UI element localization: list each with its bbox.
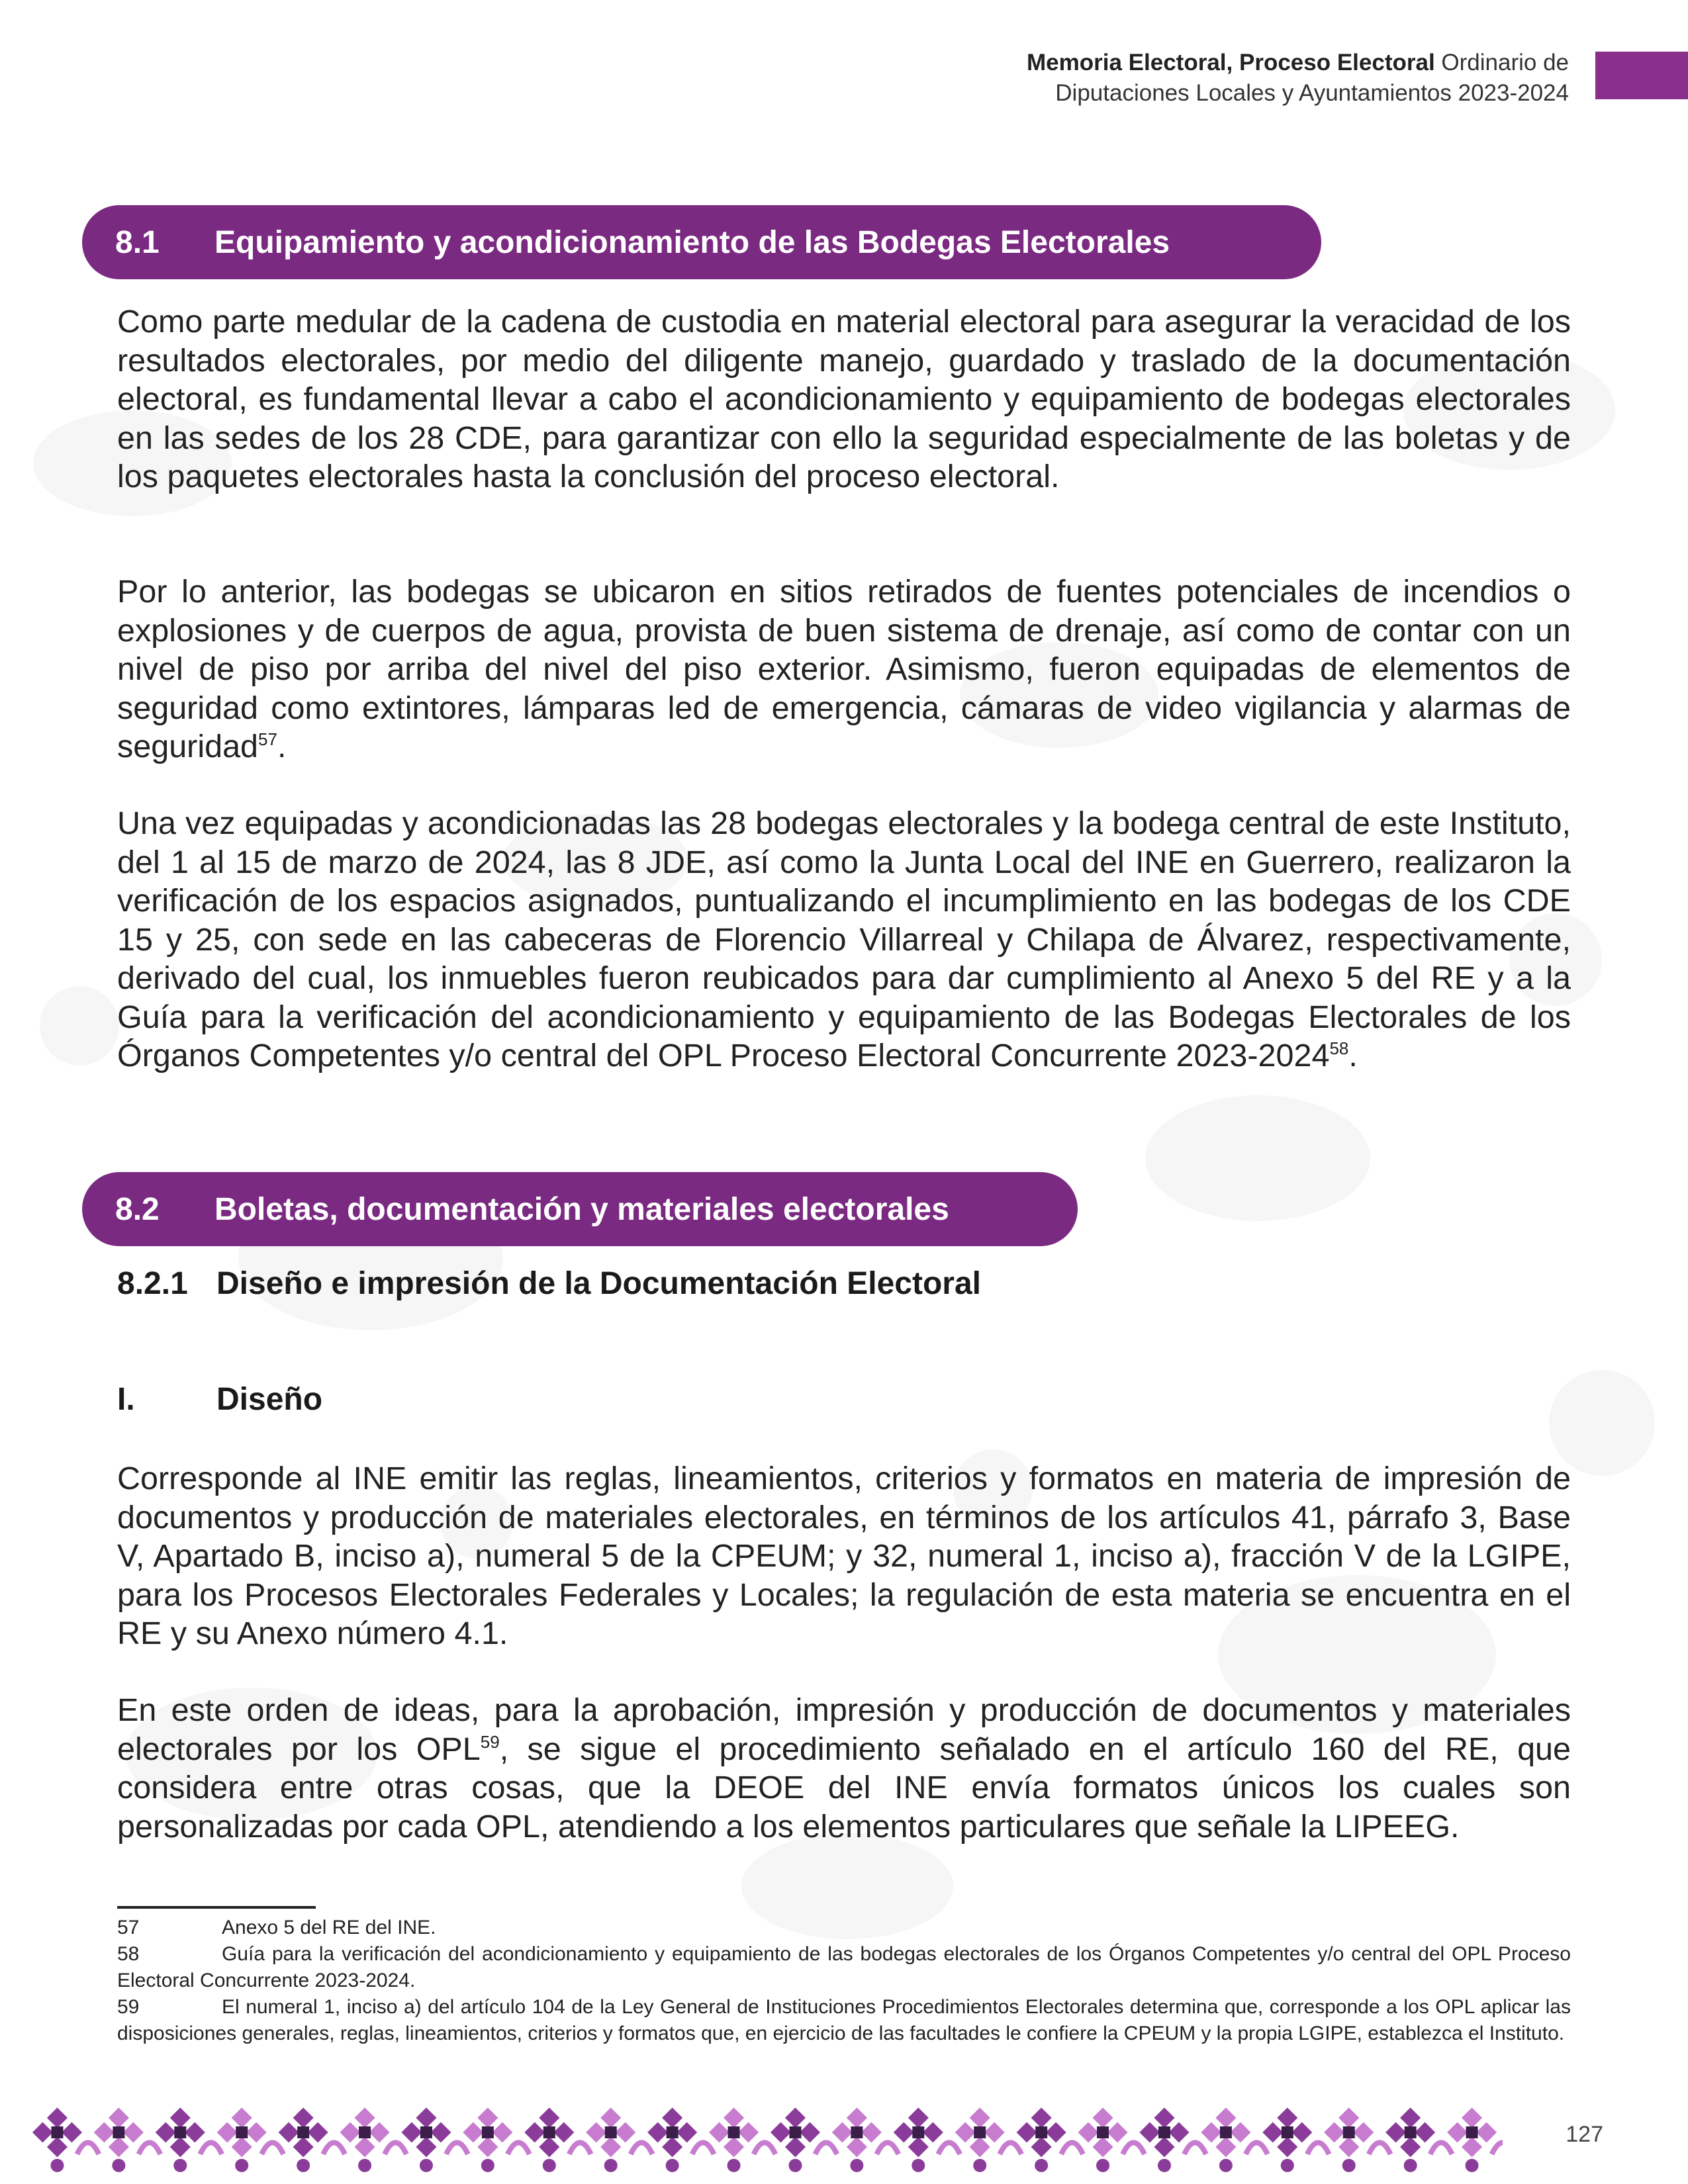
page-number: 127	[1566, 2122, 1603, 2147]
paragraph-I-1: Corresponde al INE emitir las reglas, lineamientos, criterios y formatos en materia de impresión de documentos y producción de materiales electorales, en términos de los artículos 41, párrafo 3, Base V, Apartado B, inciso a), numeral 5 de la CPEUM; y 32, numeral 1, inciso a), fracción V de la LGIPE, para los Procesos Electorales Federales y Locales; la regulación de esta materia se encuentra en el RE y su Anexo número 4.1.	[117, 1461, 1571, 1651]
subsection-title: Diseño e impresión de la Documentación Electoral	[216, 1266, 981, 1301]
subsection-heading-I	[117, 1381, 322, 1418]
embroidery-flower-icon	[340, 2107, 406, 2172]
embroidery-flower-icon	[401, 2107, 467, 2172]
footnote-ref: 57	[258, 729, 277, 749]
embroidery-flower-icon	[1201, 2107, 1267, 2172]
embroidery-flower-icon	[1078, 2107, 1144, 2172]
footnote-number: 58	[117, 1943, 140, 1965]
section-heading-8-1	[82, 205, 1321, 279]
footnote-number: 59	[117, 1996, 140, 2018]
header-title-bold: Memoria Electoral, Proceso Electoral	[1027, 50, 1435, 75]
paragraph-text-cont: , se sigue el procedimiento señalado en el artículo 160 del RE, que considera entre otras cosas, que la DEOE del INE envía formatos únicos los cuales son personalizadas por cada OPL, atendiendo a los elementos particulares que señale la LIPEEG.	[117, 1731, 1571, 1844]
subsection-number: I.	[117, 1382, 135, 1417]
paragraph-8-1-1: Como parte medular de la cadena de custodia en material electoral para asegurar la veracidad de los resultados electorales, por medio del diligente manejo, guardado y traslado de la documentación electoral, es fundamental llevar a cabo el acondicionamiento y equipamiento de bodegas electorales en las sedes de los 28 CDE, para garantizar con ello la seguridad especialmente de las boletas y de los paquetes electorales hasta la conclusión del proceso electoral.	[117, 304, 1571, 494]
section-title: Boletas, documentación y materiales electorales	[214, 1191, 949, 1227]
paragraph-end: .	[277, 729, 287, 764]
embroidery-flower-icon	[894, 2107, 960, 2172]
embroidery-flower-icon	[586, 2107, 652, 2172]
embroidery-flower-icon	[832, 2107, 898, 2172]
embroidery-flower-icon	[524, 2107, 590, 2172]
paragraph-text: En este orden de ideas, para la aprobación, impresión y producción de documentos y materiales electorales por los OPL	[117, 1692, 1571, 1767]
embroidery-flower-icon	[156, 2107, 222, 2172]
paragraph-8-1-3	[117, 804, 1571, 1075]
embroidery-flower-icon	[771, 2107, 837, 2172]
embroidery-flower-icon	[94, 2107, 160, 2172]
footnote-ref: 59	[480, 1731, 500, 1752]
footnote-rule	[117, 1906, 316, 1909]
footnote-59	[117, 1994, 1571, 2047]
paragraph-end: .	[1348, 1038, 1358, 1073]
embroidery-flower-icon	[1017, 2107, 1083, 2172]
footnote-58	[117, 1941, 1571, 1994]
embroidery-flower-icon	[1385, 2107, 1452, 2172]
footnote-number: 57	[117, 1917, 140, 1938]
subsection-heading-8-2-1	[117, 1265, 981, 1302]
section-title: Equipamiento y acondicionamiento de las Bodegas Electorales	[214, 224, 1170, 260]
section-number: 8.1	[115, 224, 160, 260]
embroidery-flower-icon	[955, 2107, 1021, 2172]
embroidery-flower-icon	[1447, 2107, 1503, 2172]
embroidery-flower-icon	[647, 2107, 714, 2172]
footnote-57	[117, 1915, 1571, 1941]
subsection-number: 8.2.1	[117, 1266, 188, 1301]
header-title-rest: Ordinario de	[1434, 50, 1569, 75]
embroidery-flower-icon	[279, 2107, 345, 2172]
embroidery-flower-icon	[709, 2107, 775, 2172]
footnote-text: El numeral 1, inciso a) del artículo 104 de la Ley General de Instituciones Procedimientos Electorales determina que, corresponde a los OPL aplicar las disposiciones generales, reglas, lineamientos, criterios y formatos que, en ejercicio de las facultades le confiere la CPEUM y la propia LGIPE, establezca el Instituto.	[117, 1996, 1571, 2044]
footnote-text: Guía para la verificación del acondicionamiento y equipamiento de las bodegas electorales de los Órganos Competentes y/o central del OPL Proceso Electoral Concurrente 2023-2024.	[117, 1943, 1571, 1991]
header-color-tab	[1595, 52, 1688, 99]
header-subtitle: Diputaciones Locales y Ayuntamientos 2023-2024	[1055, 80, 1569, 106]
embroidery-flower-icon	[1324, 2107, 1390, 2172]
footnotes	[117, 1915, 1571, 2047]
header-title-line	[642, 48, 1569, 78]
embroidery-flower-icon	[217, 2107, 283, 2172]
embroidery-border	[26, 2105, 1503, 2177]
running-header	[642, 48, 1569, 109]
paragraph-text: Por lo anterior, las bodegas se ubicaron en sitios retirados de fuentes potenciales de incendios o explosiones y de cuerpos de agua, provista de buen sistema de drenaje, así como de contar con un nivel de piso por arriba del nivel del piso exterior. Asimismo, fueron equipadas de elementos de seguridad como extintores, lámparas led de emergencia, cámaras de video vigilancia y alarmas de seguridad	[117, 574, 1571, 764]
paragraph-I-2	[117, 1691, 1571, 1846]
section-number: 8.2	[115, 1191, 160, 1227]
paragraph-8-1-2	[117, 572, 1571, 766]
embroidery-flower-icon	[1139, 2107, 1205, 2172]
footnote-ref: 58	[1329, 1038, 1349, 1058]
embroidery-flower-icon	[463, 2107, 529, 2172]
paragraph-text: Una vez equipadas y acondicionadas las 28 bodegas electorales y la bodega central de este Instituto, del 1 al 15 de marzo de 2024, las 8 JDE, así como la Junta Local del INE en Guerrero, realizaron la verificación de los espacios asignados, puntualizando el incumplimiento en las bodegas de los CDE 15 y 25, con sede en las cabeceras de Florencio Villarreal y Chilapa de Álvarez, respectivamente, derivado del cual, los inmuebles fueron reubicados para dar cumplimiento al Anexo 5 del RE y a la Guía para la verificación del acondicionamiento y equipamiento de las Bodegas Electorales de los Órganos Competentes y/o central del OPL Proceso Electoral Concurrente 2023-2024	[117, 805, 1571, 1073]
embroidery-flower-icon	[1262, 2107, 1329, 2172]
section-heading-8-2	[82, 1172, 1078, 1246]
footnote-text: Anexo 5 del RE del INE.	[222, 1917, 436, 1938]
embroidery-flower-icon	[32, 2107, 99, 2172]
subsection-title: Diseño	[216, 1382, 323, 1417]
